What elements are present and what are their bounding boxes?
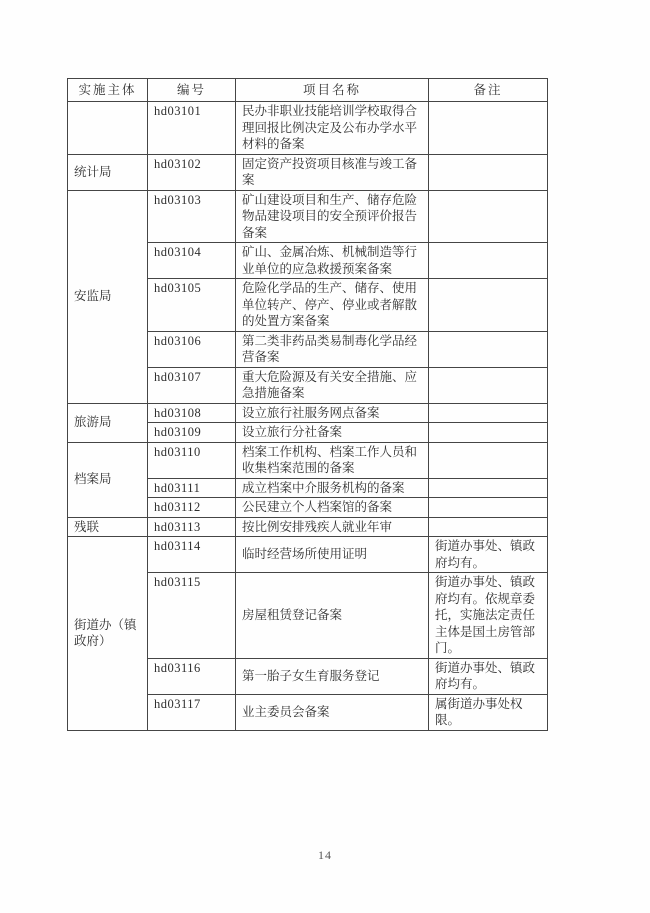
header-agency: 实施主体 bbox=[68, 79, 148, 102]
project-name-cell: 成立档案中介服务机构的备案 bbox=[236, 478, 429, 498]
note-cell bbox=[429, 279, 548, 332]
note-cell bbox=[429, 517, 548, 537]
project-name-cell: 设立旅行分社备案 bbox=[236, 423, 429, 443]
note-cell: 街道办事处、镇政府均有。 bbox=[429, 537, 548, 573]
header-note: 备注 bbox=[429, 79, 548, 102]
project-name-cell: 固定资产投资项目核准与竣工备案 bbox=[236, 154, 429, 190]
code-cell: hd03115 bbox=[148, 573, 236, 659]
code-cell: hd03103 bbox=[148, 190, 236, 243]
header-code: 编号 bbox=[148, 79, 236, 102]
agency-cell: 旅游局 bbox=[68, 403, 148, 442]
project-name-cell: 业主委员会备案 bbox=[236, 694, 429, 730]
table-row bbox=[68, 537, 548, 573]
code-cell: hd03113 bbox=[148, 517, 236, 537]
project-name-cell: 民办非职业技能培训学校取得合理回报比例决定及公布办学水平材料的备案 bbox=[236, 102, 429, 155]
code-cell: hd03111 bbox=[148, 478, 236, 498]
agency-cell: 档案局 bbox=[68, 442, 148, 517]
project-name-cell: 设立旅行社服务网点备案 bbox=[236, 403, 429, 423]
table-row bbox=[68, 190, 548, 243]
project-name-cell: 临时经营场所使用证明 bbox=[236, 537, 429, 573]
table-row bbox=[68, 102, 548, 155]
page-number: 14 bbox=[318, 848, 332, 862]
note-cell bbox=[429, 367, 548, 403]
note-cell bbox=[429, 478, 548, 498]
table-row bbox=[68, 154, 548, 190]
project-name-cell: 矿山、金属冶炼、机械制造等行业单位的应急救援预案备案 bbox=[236, 243, 429, 279]
project-name-cell: 公民建立个人档案馆的备案 bbox=[236, 498, 429, 518]
project-name-cell: 按比例安排残疾人就业年审 bbox=[236, 517, 429, 537]
code-cell: hd03114 bbox=[148, 537, 236, 573]
agency-cell: 残联 bbox=[68, 517, 148, 537]
agency-cell: 安监局 bbox=[68, 190, 148, 403]
project-name-cell: 第一胎子女生育服务登记 bbox=[236, 658, 429, 694]
table-row bbox=[68, 403, 548, 423]
note-cell: 属街道办事处权限。 bbox=[429, 694, 548, 730]
project-name-cell: 重大危险源及有关安全措施、应急措施备案 bbox=[236, 367, 429, 403]
agency-cell: 统计局 bbox=[68, 154, 148, 190]
note-cell bbox=[429, 154, 548, 190]
code-cell: hd03110 bbox=[148, 442, 236, 478]
note-cell bbox=[429, 331, 548, 367]
project-name-cell: 危险化学品的生产、储存、使用单位转产、停产、停业或者解散的处置方案备案 bbox=[236, 279, 429, 332]
note-cell bbox=[429, 498, 548, 518]
note-cell bbox=[429, 243, 548, 279]
project-name-cell: 第二类非药品类易制毒化学品经营备案 bbox=[236, 331, 429, 367]
note-cell bbox=[429, 102, 548, 155]
table-header-row bbox=[68, 79, 548, 102]
code-cell: hd03116 bbox=[148, 658, 236, 694]
header-project-name: 项目名称 bbox=[236, 79, 429, 102]
code-cell: hd03108 bbox=[148, 403, 236, 423]
code-cell: hd03105 bbox=[148, 279, 236, 332]
code-cell: hd03112 bbox=[148, 498, 236, 518]
project-name-cell: 档案工作机构、档案工作人员和收集档案范围的备案 bbox=[236, 442, 429, 478]
code-cell: hd03104 bbox=[148, 243, 236, 279]
permit-filing-table bbox=[67, 78, 548, 731]
code-cell: hd03109 bbox=[148, 423, 236, 443]
note-cell bbox=[429, 403, 548, 423]
note-cell bbox=[429, 423, 548, 443]
note-cell bbox=[429, 190, 548, 243]
project-name-cell: 房屋租赁登记备案 bbox=[236, 573, 429, 659]
agency-cell bbox=[68, 102, 148, 155]
code-cell: hd03101 bbox=[148, 102, 236, 155]
code-cell: hd03106 bbox=[148, 331, 236, 367]
table-row bbox=[68, 517, 548, 537]
project-name-cell: 矿山建设项目和生产、储存危险物品建设项目的安全预评价报告备案 bbox=[236, 190, 429, 243]
table-row bbox=[68, 442, 548, 478]
code-cell: hd03102 bbox=[148, 154, 236, 190]
note-cell bbox=[429, 442, 548, 478]
code-cell: hd03117 bbox=[148, 694, 236, 730]
note-cell: 街道办事处、镇政府均有。 bbox=[429, 658, 548, 694]
note-cell: 街道办事处、镇政府均有。依规章委托，实施法定责任主体是国土房管部门。 bbox=[429, 573, 548, 659]
agency-cell: 街道办（镇政府） bbox=[68, 537, 148, 731]
code-cell: hd03107 bbox=[148, 367, 236, 403]
